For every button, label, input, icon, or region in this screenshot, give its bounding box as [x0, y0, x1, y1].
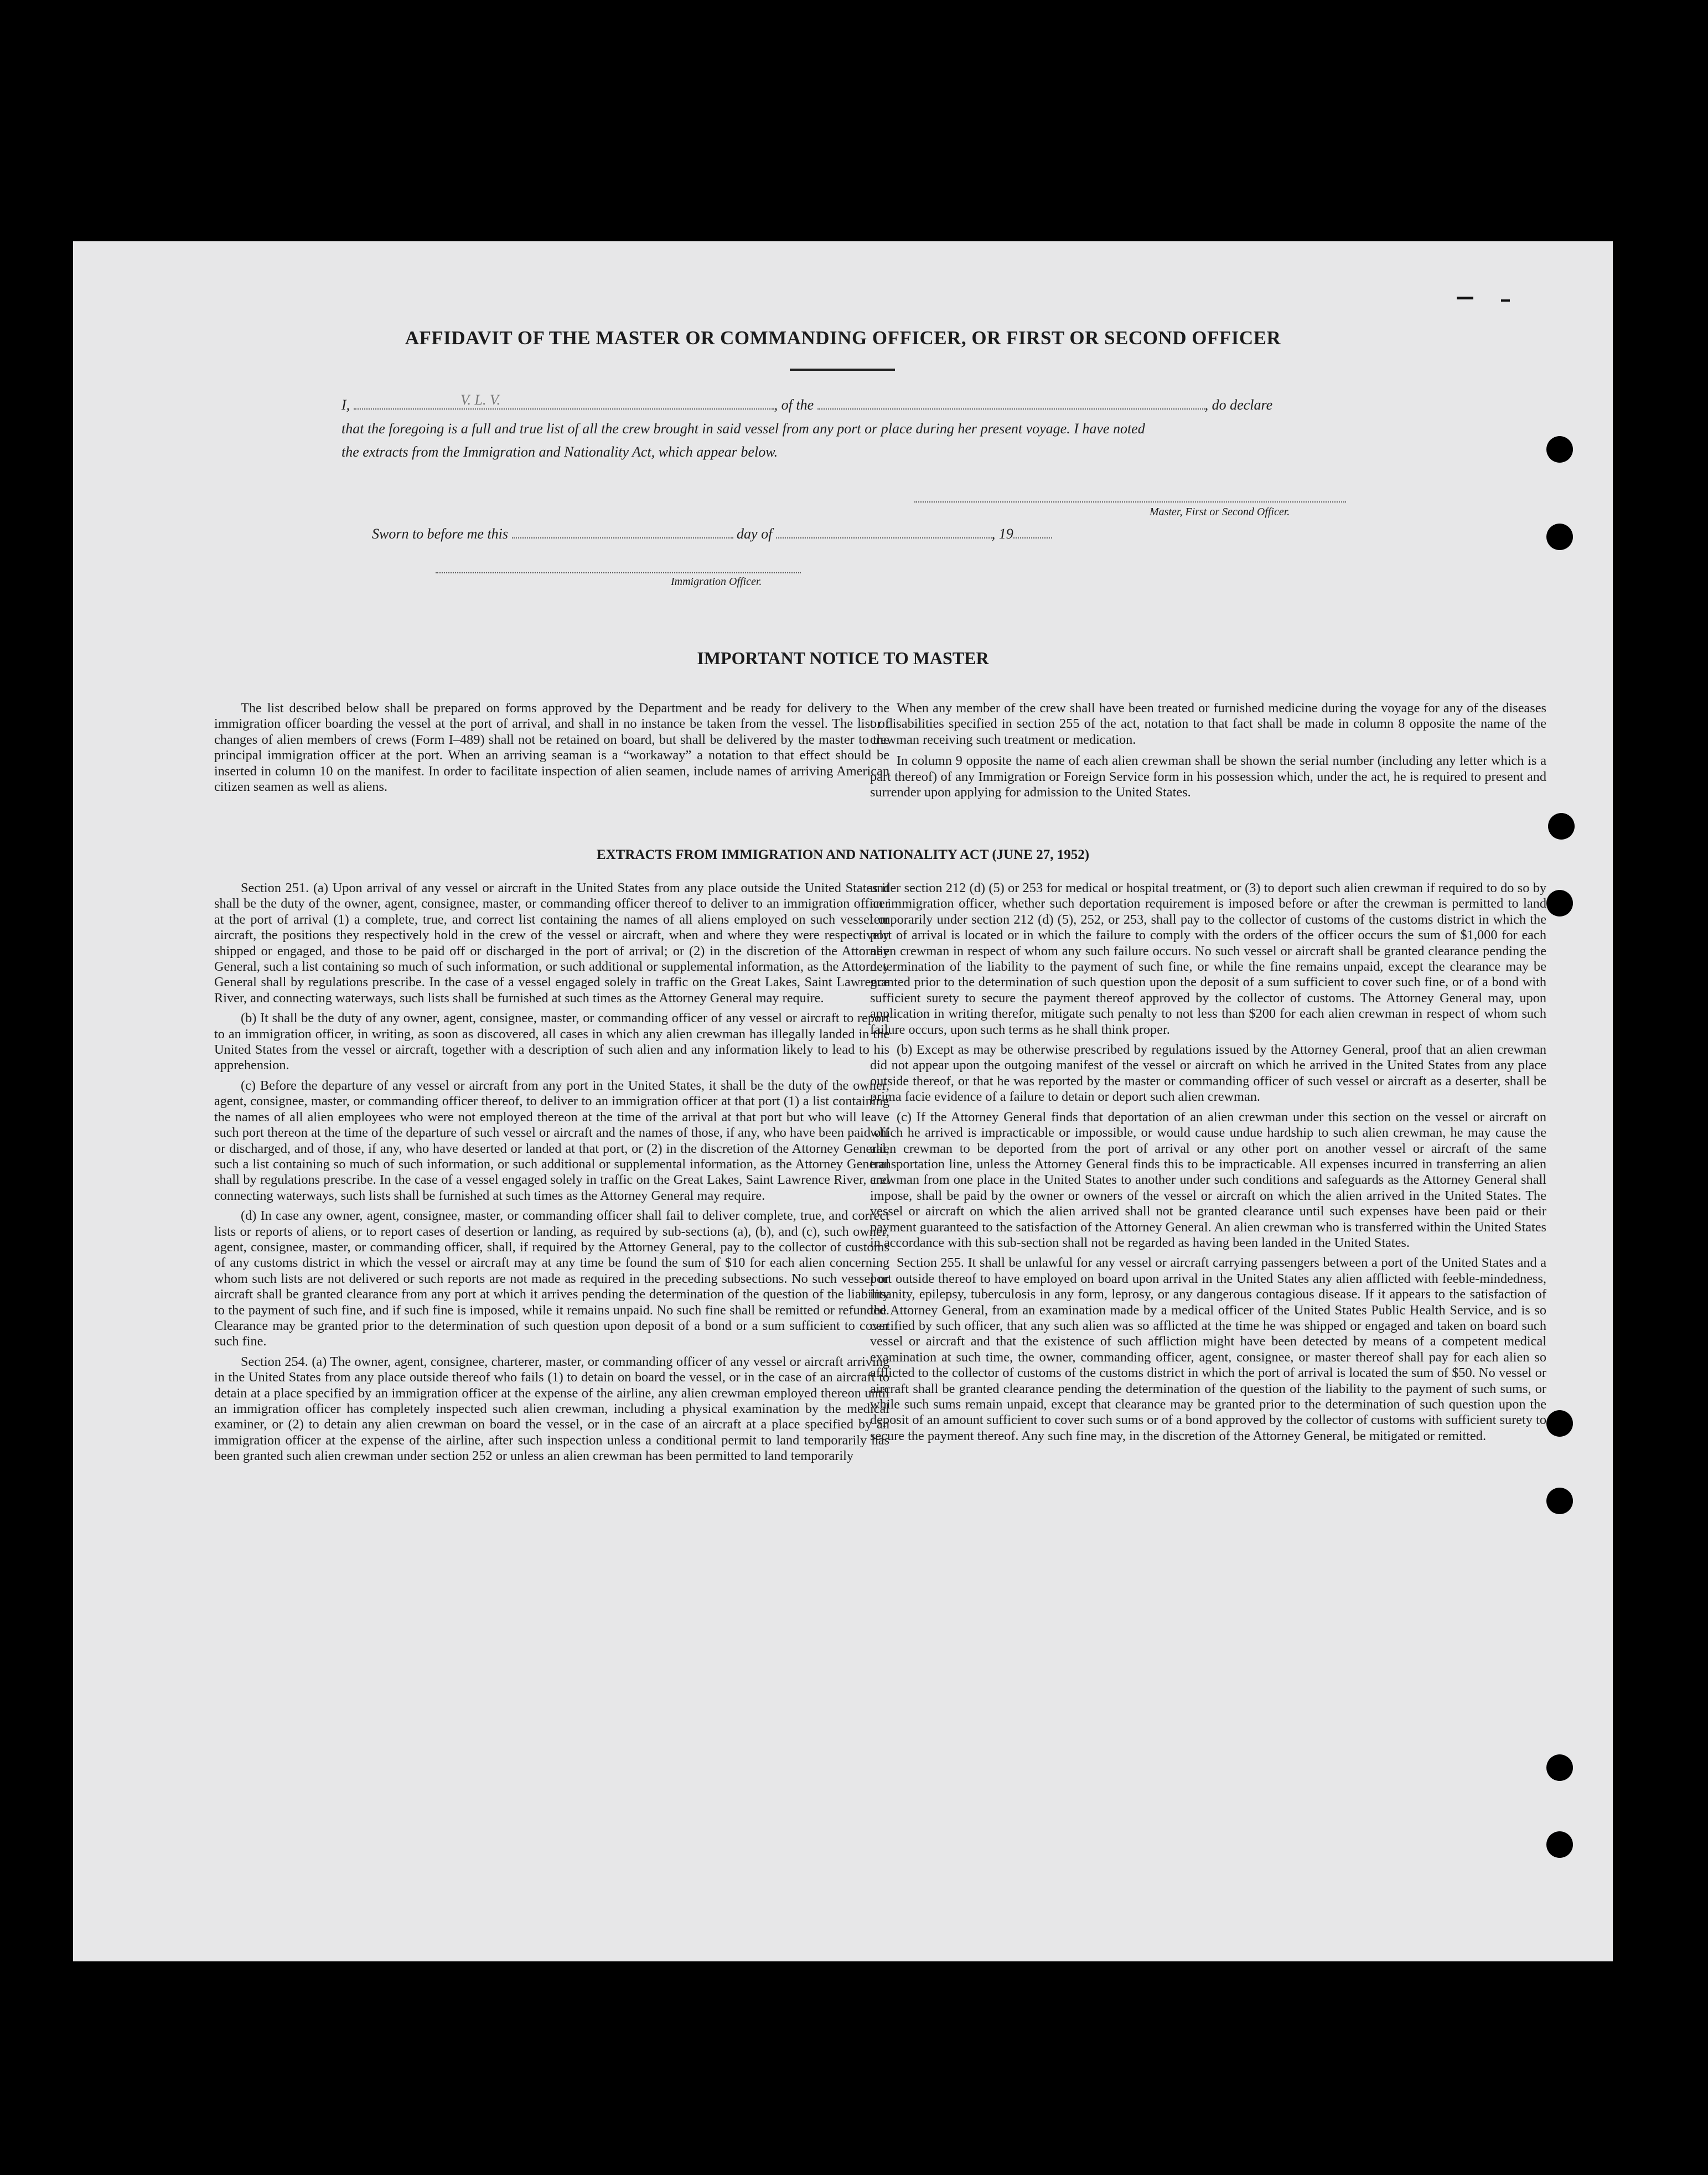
binder-hole	[1546, 524, 1573, 550]
officer-signature-line	[436, 572, 801, 573]
extracts-title: EXTRACTS FROM IMMIGRATION AND NATIONALITY ACT (JUNE 27, 1952)	[596, 847, 1090, 862]
scan-mark	[1457, 297, 1473, 299]
statute-paragraph: Section 251. (a) Upon arrival of any vessel or aircraft in the United States from any place outside the United States it shall be the duty of the owner, agent, consignee, master, or commanding officer thereof to deliver to an immigration officer at the port of arrival (1) a complete, true, and correct list containing the names of all aliens employed on such vessel or aircraft, the positions they respectively hold in the crew of the vessel or aircraft, when and where they were respectively shipped or engaged, and those to be paid off or discharged in the port of arrival; or (2) in the discretion of the Attorney General, such a list containing so much of such information, or such additional or supplemental information, as the Attorney General shall by regulations prescribe. In the case of a vessel engaged solely in traffic on the Great Lakes, Saint Lawrence River, and connecting waterways, such lists shall be furnished at such times as the Attorney General may require.	[214, 881, 889, 1006]
binder-hole	[1548, 813, 1575, 840]
declaration-line-2: that the foregoing is a full and true list of all the crew brought in said vessel from any port or place during her present voyage. I have noted	[341, 421, 1145, 437]
document-page	[73, 241, 1613, 1961]
statute-paragraph: Section 255. It shall be unlawful for any vessel or aircraft carrying passengers between a port of the United States and a port outside thereof to have employed on board upon arrival in the United States any alien afflicted with feeble-mindedness, insanity, epilepsy, tuberculosis in any form, leprosy, or any dangerous contagious disease. If it appears to the satisfaction of the Attorney General, from an examination made by a medical officer of the United States Public Health Service, and is so certified by such officer, that any such alien was so afflicted at the time he was shipped or engaged and taken on board such vessel or aircraft and that the existence of such affliction might have been detected by means of a competent medical examination at such time, the owner, commanding officer, agent, consignee, or master thereof shall pay for each alien so afflicted to the collector of customs of the customs district in which the port of arrival is located the sum of $50. No vessel or aircraft shall be granted clearance pending the determination of the question of the liability to the payment of such sums, or while such sums remain unpaid, except that clearance may be granted prior to the determination of such question upon the deposit of an amount sufficient to cover such sums or of a bond approved by the collector of customs with sufficient surety to secure the payment thereof. Any such fine may, in the discretion of the Attorney General, be mitigated or remitted.	[870, 1255, 1546, 1443]
notice-paragraph: In column 9 opposite the name of each alien crewman shall be shown the serial number (including any letter which is a part thereof) of any Immigration or Foreign Service form in his possession which, under the act, he is required to present and surrender upon applying for admission to the United States.	[870, 753, 1546, 800]
statute-paragraph: under section 212 (d) (5) or 253 for medical or hospital treatment, or (3) to deport such alien crewman if required to do so by an immigration officer, whether such deportation requirement is imposed before or after the crewman is permitted to land temporarily under section 212 (d) (5), 252, or 253, shall pay to the collector of customs of the customs district in which the port of arrival is located or in which the failure to comply with the orders of the officer occurs the sum of $1,000 for each alien crewman in respect of whom any such failure occurs. No such vessel or aircraft shall be granted clearance pending the determination of the liability to the payment of such fine, or while the fine remains unpaid, except the clearance may be granted prior to the determination of such question upon the deposit of a sum sufficient to cover such fine, or of a bond with sufficient surety to secure the payment thereof approved by the collector of customs. The Attorney General may, upon application in writing therefor, mitigate such penalty to not less than $200 for each alien crewman in respect of whom such failure occurs, upon such terms as he shall think proper.	[870, 881, 1546, 1037]
binder-hole	[1546, 1410, 1573, 1437]
notice-title: IMPORTANT NOTICE TO MASTER	[697, 648, 989, 668]
notice-left-column	[214, 701, 889, 795]
master-caption: Master, First or Second Officer.	[1150, 506, 1290, 518]
handwritten-name: V. L. V.	[460, 392, 501, 408]
year-blank	[1013, 525, 1052, 538]
notice-right-column	[870, 701, 1546, 800]
sworn-line: Sworn to before me this day of , 19	[372, 522, 1451, 546]
extracts-left-column	[214, 881, 889, 1464]
vessel-blank	[817, 396, 1205, 410]
binder-hole	[1546, 890, 1573, 916]
statute-paragraph: Section 254. (a) The owner, agent, consignee, charterer, master, or commanding officer of any vessel or aircraft arriving in the United States from any place outside thereof who fails (1) to detain on board the vessel, or in the case of an aircraft to detain at a place specified by an immigration officer at the expense of the airline, any alien crewman employed thereon until an immigration officer has completely inspected such alien crewman, including a physical examination by the medical examiner, or (2) to detain any alien crewman on board the vessel, or in the case of an aircraft at a place specified by an immigration officer at the expense of the airline, after such inspection unless a conditional permit to land temporarily has been granted such alien crewman under section 252 or unless an alien crewman has been permitted to land temporarily	[214, 1354, 889, 1464]
name-blank	[354, 396, 774, 410]
statute-paragraph: (b) It shall be the duty of any owner, agent, consignee, master, or commanding officer of any vessel or aircraft to report to an immigration officer, in writing, as soon as discovered, all cases in which any alien crewman has illegally landed in the United States from the vessel or aircraft, together with a description of such alien and any information likely to lead to his apprehension.	[214, 1011, 889, 1073]
binder-hole	[1546, 436, 1573, 463]
declaration-line-3: the extracts from the Immigration and Nationality Act, which appear below.	[341, 444, 778, 460]
master-signature-line	[914, 501, 1346, 503]
statute-paragraph: (b) Except as may be otherwise prescribed by regulations issued by the Attorney General, proof that an alien crewman did not appear upon the outgoing manifest of the vessel or aircraft on which he arrived in the United States from any place outside thereof, or that he was reported by the master or commanding officer of such vessel or aircraft as a deserter, shall be prima facie evidence of a failure to detain or deport such alien crewman.	[870, 1042, 1546, 1105]
binder-hole	[1546, 1488, 1573, 1514]
affidavit-title: AFFIDAVIT OF THE MASTER OR COMMANDING OFFICER, OR FIRST OR SECOND OFFICER	[405, 327, 1281, 349]
notice-paragraph: When any member of the crew shall have been treated or furnished medicine during the voyage for any of the diseases or disabilities specified in section 255 of the act, notation to that fact shall be made in column 8 opposite the name of the crewman receiving such treatment or medication.	[870, 701, 1546, 747]
extracts-right-column	[870, 881, 1546, 1444]
statute-paragraph: (c) Before the departure of any vessel or aircraft from any port in the United States, it shall be the duty of the owner, agent, consignee, master, or commanding officer thereof, to deliver to an immigration officer at that port (1) a list containing the names of all alien employees who were not employed thereon at the time of the arrival at that port but who will leave such port thereon at the time of the departure of such vessel or aircraft and the names of those, if any, who have been paid off or discharged, and of those, if any, who have deserted or landed at that port, or (2) in the discretion of the Attorney General, such a list containing so much of such information, or such additional or supplemental information, as the Attorney General shall by regulations prescribe. In the case of a vessel engaged solely in traffic on the Great Lakes, Saint Lawrence River, and connecting waterways, such lists shall be furnished at such times as the Attorney General may require.	[214, 1078, 889, 1203]
statute-paragraph: (c) If the Attorney General finds that deportation of an alien crewman under this section on the vessel or aircraft on which he arrived is impracticable or impossible, or would cause undue hardship to such alien crewman, he may cause the alien crewman to be deported from the port of arrival or any other port on another vessel or aircraft of the same transportation line, unless the Attorney General finds this to be impracticable. All expenses incurred in transferring an alien crewman from one place in the United States to another under such conditions and safeguards as the Attorney General shall impose, shall be paid by the owner or owners of the vessel or aircraft on which the alien arrived in the United States. The vessel or aircraft on which the alien arrived shall not be granted clearance until such expenses have been paid or their payment guaranteed to the satisfaction of the Attorney General. An alien crewman who is transferred within the United States in accordance with this sub-section shall not be regarded as having been landed in the United States.	[870, 1109, 1546, 1250]
binder-hole	[1546, 1831, 1573, 1858]
title-rule	[790, 369, 895, 371]
binder-hole	[1546, 1754, 1573, 1781]
statute-paragraph: (d) In case any owner, agent, consignee, master, or commanding officer shall fail to deliver complete, true, and correct lists or reports of aliens, or to report cases of desertion or landing, as required by sub-sections (a), (b), and (c), such owner, agent, consignee, master, or commanding officer, shall, if required by the Attorney General, pay to the collector of customs of any customs district in which the vessel or aircraft may at any time be found the sum of $10 for each alien concerning whom such lists are not delivered or such reports are not made as required in the preceding subsections. No such vessel or aircraft shall be granted clearance from any port at which it arrives pending the determination of the question of the liability to the payment of such fine, and if such fine is imposed, while it remains unpaid. No such fine shall be remitted or refunded. Clearance may be granted prior to the determination of such question upon deposit of a bond or a sum sufficient to cover such fine.	[214, 1208, 889, 1349]
declaration-line-1: I, , of the , do declare	[341, 397, 1273, 413]
officer-caption: Immigration Officer.	[671, 576, 762, 588]
scan-mark	[1501, 299, 1510, 302]
notice-paragraph: The list described below shall be prepared on forms approved by the Department and be ready for delivery to the immigration officer boarding the vessel at the port of arrival, and shall in no instance be taken from the vessel. The list of changes of alien members of crews (Form I–489) shall not be retained on board, but shall be delivered by the master to the principal immigration officer at the port. When an arriving seaman is a “workaway” a notation to that effect should be inserted in column 10 on the manifest. In order to facilitate inspection of alien seamen, include names of arriving American citizen seamen as well as aliens.	[214, 701, 889, 795]
day-blank	[512, 525, 733, 538]
month-blank	[776, 525, 992, 538]
